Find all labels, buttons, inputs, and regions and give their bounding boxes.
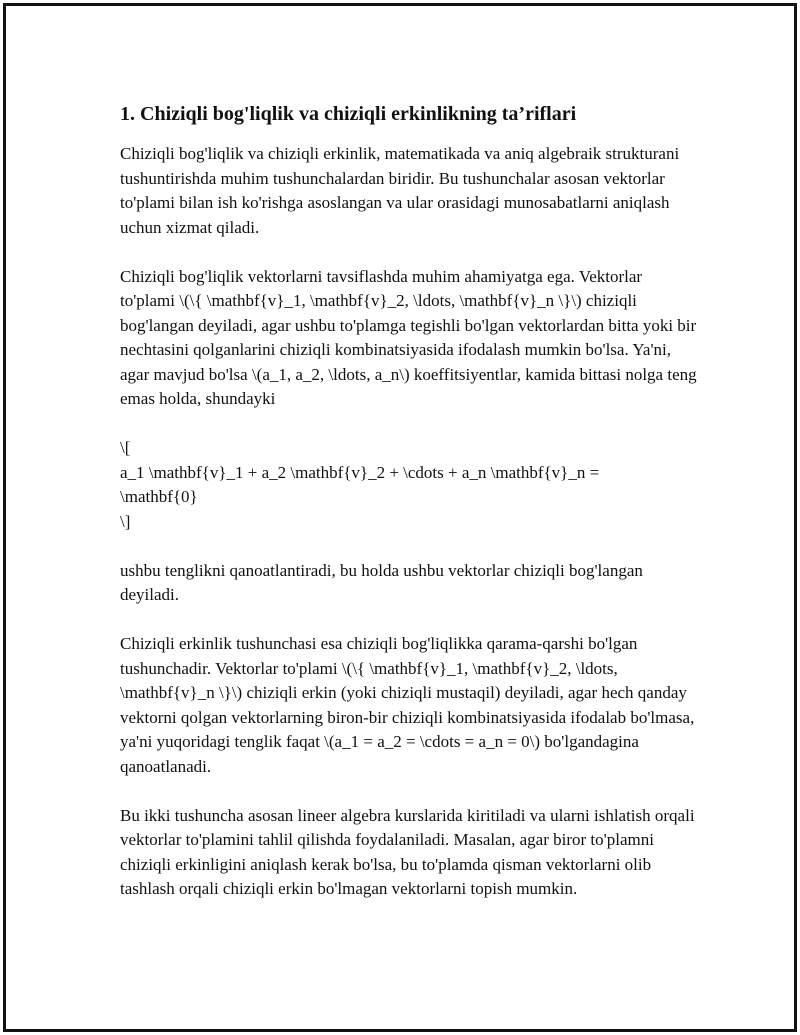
formula-open-delimiter: \[ bbox=[120, 438, 131, 457]
paragraph-intro: Chiziqli bog'liqlik va chiziqli erkinlik, matematikada va aniq algebraik strukturani tushuntirishda muhim tushunchalardan biridir. Bu tushunchalar asosan vektorlar to'plami bilan ish ko'rishga asoslangan va ular orasidagi munosabatlarni aniqlash uchun xizmat qiladi. bbox=[120, 144, 680, 237]
formula-close-delimiter: \] bbox=[120, 511, 131, 531]
document-body bbox=[120, 100, 700, 926]
formula-line-2: \mathbf{0} bbox=[120, 487, 198, 506]
page-frame bbox=[3, 3, 797, 1032]
paragraph-applications: Bu ikki tushuncha asosan lineer algebra kurslarida kiritiladi va ularni ishlatish orqali vektorlar to'plamini tahlil qilishda foydalaniladi. Masalan, agar biror to'plamni chiziqli erkinligini aniqlash kerak bo'lsa, bu to'plamda qisman vektorlarni olib tashlash orqali chiziqli erkin bo'lmagan vektorlarni topish mumkin. bbox=[120, 805, 695, 898]
paragraph-linear-independence: Chiziqli erkinlik tushunchasi esa chiziqli bog'liqlikka qarama-qarshi bo'lgan tushunchadir. Vektorlar to'plami \(\{ \mathbf{v}_1, \mathbf{v}_2, \ldots, \mathbf{v}_n \}\) chiziqli erkin (yoki chiziqli mustaqil) deyiladi, agar hech qanday vektorni qolgan vektorlarning biron-bir chiziqli kombinatsiyasida ifodalab bo'lmasa, ya'ni yuqoridagi tenglik faqat \(a_1 = a_2 = \cdots = a_n = 0\) bo'lgandagina qanoatlanadi. bbox=[120, 634, 695, 776]
display-formula bbox=[120, 436, 700, 534]
section-heading: 1. Chiziqli bog'liqlik va chiziqli erkinlikning ta’riflari bbox=[120, 103, 577, 125]
formula-line-1: a_1 \mathbf{v}_1 + a_2 \mathbf{v}_2 + \cdots + a_n \mathbf{v}_n = bbox=[120, 462, 600, 482]
paragraph-conclusion-dependence: ushbu tenglikni qanoatlantiradi, bu holda ushbu vektorlar chiziqli bog'langan deyiladi. bbox=[120, 560, 643, 604]
paragraph-linear-dependence: Chiziqli bog'liqlik vektorlarni tavsiflashda muhim ahamiyatga ega. Vektorlar to'plami \(\{ \mathbf{v}_1, \mathbf{v}_2, \ldots, \mathbf{v}_n \}\) chiziqli bog'langan deyiladi, agar ushbu to'plamga tegishli bo'lgan vektorlardan bitta yoki bir nechtasini qolganlarini chiziqli kombinatsiyasida ifodalash mumkin bo'lsa. Ya'ni, agar mavjud bo'lsa \(a_1, a_2, \ldots, a_n\) koeffitsiyentlar, kamida bittasi nolga teng emas holda, shundayki bbox=[120, 266, 697, 408]
